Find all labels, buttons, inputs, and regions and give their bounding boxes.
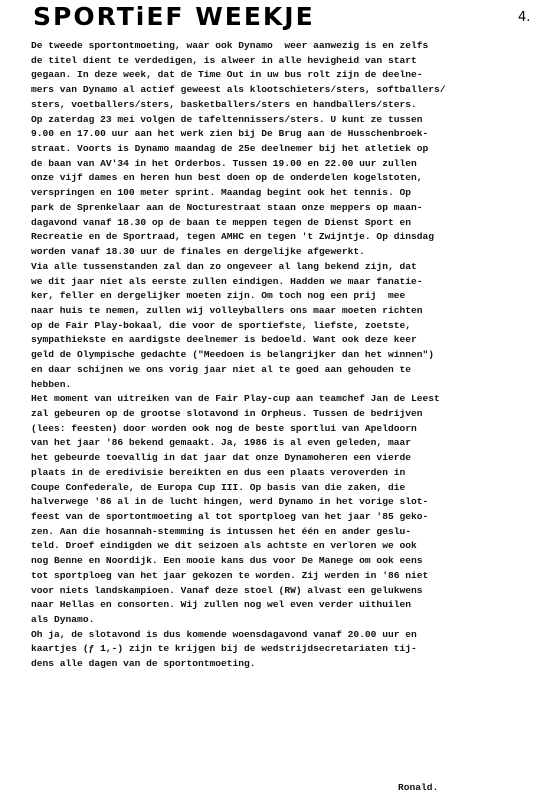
text-line: tot sportploeg van het jaar gekozen te worden. Zij werden in '86 niet xyxy=(31,569,429,581)
text-line: de titel dient te verdedigen, is alweer in alle hevigheid van start xyxy=(31,54,417,66)
text-line: de baan van AV'34 in het Orderbos. Tussen 19.00 en 22.00 uur zullen xyxy=(31,157,417,169)
text-line: teld. Droef eindigden we dit seizoen als achtste en verloren we ook xyxy=(31,540,417,552)
text-line: sympathiekste en aardigste deelnemer is bedoeld. Want ook deze keer xyxy=(31,334,417,346)
text-line: op de Fair Play-bokaal, die voor de sportiefste, liefste, zoetste, xyxy=(31,319,411,331)
text-line: geld de Olympische gedachte ("Meedoen is belangrijker dan het winnen") xyxy=(31,349,435,361)
text-line: naar Hellas en consorten. Wij zullen nog wel even verder uithuilen xyxy=(31,599,411,611)
text-line: park de Sprenkelaar aan de Nocturestraat staan onze meppers op maan- xyxy=(31,201,423,213)
text-line: kaartjes (ƒ 1,-) zijn te krijgen bij de wedstrijdsecretariaten tij- xyxy=(31,643,417,655)
text-line: Via alle tussenstanden zal dan zo ongeveer al lang bekend zijn, dat xyxy=(31,260,417,272)
text-line: als Dynamo. xyxy=(31,614,95,626)
text-line: Het moment van uitreiken van de Fair Play-cup aan teamchef Jan de Leest xyxy=(31,393,440,405)
text-line: (lees: feesten) door worden ook nog de beste sportlui van Apeldoorn xyxy=(31,422,417,434)
text-line: we dit jaar niet als eerste zullen eindigen. Hadden we maar fanatie- xyxy=(31,275,423,287)
text-line: het gebeurde toevallig in dat jaar dat onze Dynamoheren een vierde xyxy=(31,452,411,464)
text-line: Oh ja, de slotavond is dus komende woensdagavond vanaf 20.00 uur en xyxy=(31,628,417,640)
text-line: worden vanaf 18.30 uur de finales en dergelijke afgewerkt. xyxy=(31,246,365,258)
page-title: SPORTiEF WEEKJE xyxy=(33,2,315,31)
text-line: onze vijf dames en heren hun best doen op de onderdelen kogelstoten, xyxy=(31,172,423,184)
article-body xyxy=(31,39,551,672)
text-line: straat. Voorts is Dynamo maandag de 25e deelnemer bij het atletiek op xyxy=(31,143,429,155)
text-line: en daar schijnen we ons vorig jaar niet al te goed aan gehouden te xyxy=(31,363,411,375)
text-line: plaats in de eredivisie bereikten en dus een plaats veroverden in xyxy=(31,466,406,478)
text-line: Op zaterdag 23 mei volgen de tafeltennissers/sters. U kunt ze tussen xyxy=(31,113,423,125)
page-number: 4. xyxy=(518,10,531,25)
text-line: 9.00 en 17.00 uur aan het werk zien bij De Brug aan de Husschenbroek- xyxy=(31,128,429,140)
text-line: gegaan. In deze week, dat de Time Out in uw bus rolt zijn de deelne- xyxy=(31,69,423,81)
text-line: van het jaar '86 bekend gemaakt. Ja, 1986 is al even geleden, maar xyxy=(31,437,411,449)
text-line: mers van Dynamo al actief geweest als klootschieters/sters, softballers/ xyxy=(31,84,446,96)
text-line: nog Benne en Noordijk. Een mooie kans dus voor De Manege om ook eens xyxy=(31,555,423,567)
text-line: Coupe Confederale, de Europa Cup III. Op basis van die zaken, die xyxy=(31,481,406,493)
text-line: dagavond vanaf 18.30 op de baan te meppen tegen de Dienst Sport en xyxy=(31,216,411,228)
text-line: halverwege '86 al in de lucht hingen, werd Dynamo in het vorige slot- xyxy=(31,496,429,508)
author-signature: Ronald. xyxy=(398,782,439,793)
text-line: hebben. xyxy=(31,378,72,390)
text-line: De tweede sportontmoeting, waar ook Dynamo weer aanwezig is en zelfs xyxy=(31,40,429,51)
text-line: sters, voetballers/sters, basketballers/sters en handballers/sters. xyxy=(31,98,417,110)
text-line: feest van de sportontmoeting al tot sportploeg van het jaar '85 geko- xyxy=(31,511,429,522)
text-line: dens alle dagen van de sportontmoeting. xyxy=(31,658,256,670)
text-line: zen. Aan die hosannah-stemming is intussen het één en ander geslu- xyxy=(31,525,411,537)
text-line: Recreatie en de Sportraad, tegen AMHC en tegen 't Zwijntje. Op dinsdag xyxy=(31,231,435,243)
text-line: ker, feller en dergelijker moeten zijn. Om toch nog een prij mee xyxy=(31,290,406,302)
text-line: zal gebeuren op de grootse slotavond in Orpheus. Tussen de bedrijven xyxy=(31,407,423,419)
text-line: verspringen en 100 meter sprint. Maandag begint ook het tennis. Op xyxy=(31,187,411,199)
text-line: voor niets landskampioen. Vanaf deze stoel (RW) alvast een gelukwens xyxy=(31,584,423,596)
text-line: naar huis te nemen, zullen wij volleyballers ons maar moeten richten xyxy=(31,304,423,316)
